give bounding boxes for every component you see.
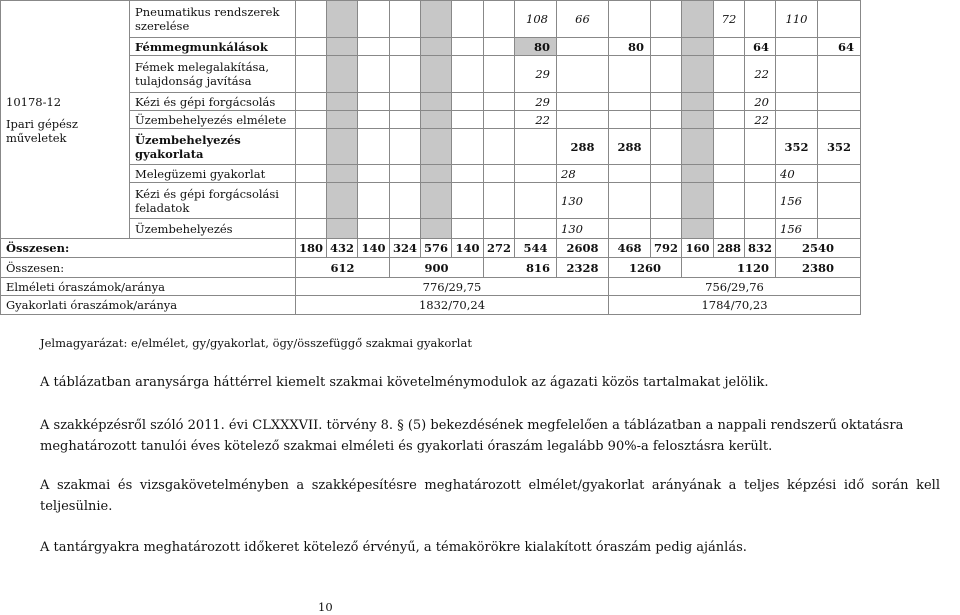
total-cell: 288: [714, 239, 745, 258]
page-number: 10: [318, 600, 333, 614]
grouped-total-label: Összesen:: [1, 258, 296, 278]
grouped-total-cell: 2328: [557, 258, 609, 278]
hours-cell: 40: [776, 165, 818, 183]
subject-metalworking: Fémmegmunkálások: [130, 38, 296, 56]
hours-cell: 288: [609, 129, 651, 165]
legend-text: Jelmagyarázat: e/elmélet, gy/gyakorlat, ögy/összefüggő szakmai gyakorlat: [40, 336, 472, 350]
total-cell: 2540: [776, 239, 861, 258]
total-cell: 160: [682, 239, 714, 258]
total-cell: 544: [515, 239, 557, 258]
note-paragraph: A tantárgyakra meghatározott időkeret kötelező érvényű, a témakörökre kialakított óraszám pedig ajánlás.: [40, 540, 747, 555]
subject-machining-tasks: Kézi és gépi forgácsolási feladatok: [130, 183, 296, 219]
total-cell: 324: [390, 239, 421, 258]
hours-cell: 29: [515, 56, 557, 93]
hours-cell: 288: [557, 129, 609, 165]
hours-cell: 108: [515, 1, 557, 38]
subject-pneumatics: Pneumatikus rendszerek szerelése: [130, 1, 296, 38]
hours-cell: 352: [818, 129, 861, 165]
hours-cell: 28: [557, 165, 609, 183]
practice-ratio-value: 1832/70,24: [296, 296, 609, 315]
hours-cell: 22: [515, 111, 557, 129]
practice-ratio-value: 1784/70,23: [609, 296, 861, 315]
hours-cell: 130: [557, 219, 609, 239]
note-paragraph: A táblázatban aranysárga háttérrel kiemelt szakmai követelménymodulok az ágazati közös tartalmakat jelölik.: [40, 375, 769, 390]
note-paragraph: A szakmai és vizsgakövetelményben a szakképesítésre meghatározott elmélet/gyakorlat arányának a teljes képzési idő során kell teljesülnie.: [40, 478, 940, 514]
total-cell: 432: [327, 239, 358, 258]
total-cell: 2608: [557, 239, 609, 258]
hours-cell: 72: [714, 1, 745, 38]
total-cell: 832: [745, 239, 776, 258]
hours-cell: 64: [818, 38, 861, 56]
hours-cell: 22: [745, 111, 776, 129]
subject-commissioning-practice: Üzembehelyezés gyakorlata: [130, 129, 296, 165]
hours-cell: 130: [557, 183, 609, 219]
hours-cell: 22: [745, 56, 776, 93]
subject-hot-forming: Fémek melegalakítása, tulajdonság javítása: [130, 56, 296, 93]
theory-ratio-value: 756/29,76: [609, 278, 861, 296]
total-cell: 468: [609, 239, 651, 258]
hours-cell: 64: [745, 38, 776, 56]
practice-ratio-label: Gyakorlati óraszámok/aránya: [1, 296, 296, 315]
hours-cell: 156: [776, 183, 818, 219]
hours-cell: 20: [745, 93, 776, 111]
total-cell: 272: [484, 239, 515, 258]
grouped-total-cell: 900: [390, 258, 484, 278]
hours-cell: 80: [609, 38, 651, 56]
theory-ratio-label: Elméleti óraszámok/aránya: [1, 278, 296, 296]
note-paragraph: A szakképzésről szóló 2011. évi CLXXXVII. törvény 8. § (5) bekezdésének megfelelően a táblázatban a nappali rendszerű oktatásra meghatározott tanulói éves kötelező szakmai elméleti és gyakorlati óraszám legalább 90%-a felosztásra került.: [40, 418, 904, 454]
hours-cell: 156: [776, 219, 818, 239]
subject-hot-shop-practice: Melegüzemi gyakorlat: [130, 165, 296, 183]
module-cell: [1, 1, 130, 239]
subject-machining: Kézi és gépi forgácsolás: [130, 93, 296, 111]
total-cell: 792: [651, 239, 682, 258]
hours-cell: 110: [776, 1, 818, 38]
module-code: 10178-12: [6, 94, 62, 109]
module-name: Ipari gépész műveletek: [6, 116, 78, 145]
total-cell: 576: [421, 239, 452, 258]
curriculum-table: [0, 0, 861, 315]
total-cell: 140: [452, 239, 484, 258]
grouped-total-cell: 1120: [682, 258, 776, 278]
subject-commissioning: Üzembehelyezés: [130, 219, 296, 239]
hours-cell: 66: [557, 1, 609, 38]
grouped-total-cell: 816: [484, 258, 557, 278]
grouped-total-cell: 612: [296, 258, 390, 278]
hours-cell: 29: [515, 93, 557, 111]
subject-commissioning-theory: Üzembehelyezés elmélete: [130, 111, 296, 129]
hours-cell: 352: [776, 129, 818, 165]
theory-ratio-value: 776/29,75: [296, 278, 609, 296]
total-cell: 140: [358, 239, 390, 258]
total-cell: 180: [296, 239, 327, 258]
grouped-total-cell: 1260: [609, 258, 682, 278]
grouped-total-cell: 2380: [776, 258, 861, 278]
total-label: Összesen:: [1, 239, 296, 258]
hours-cell: 80: [515, 38, 557, 56]
